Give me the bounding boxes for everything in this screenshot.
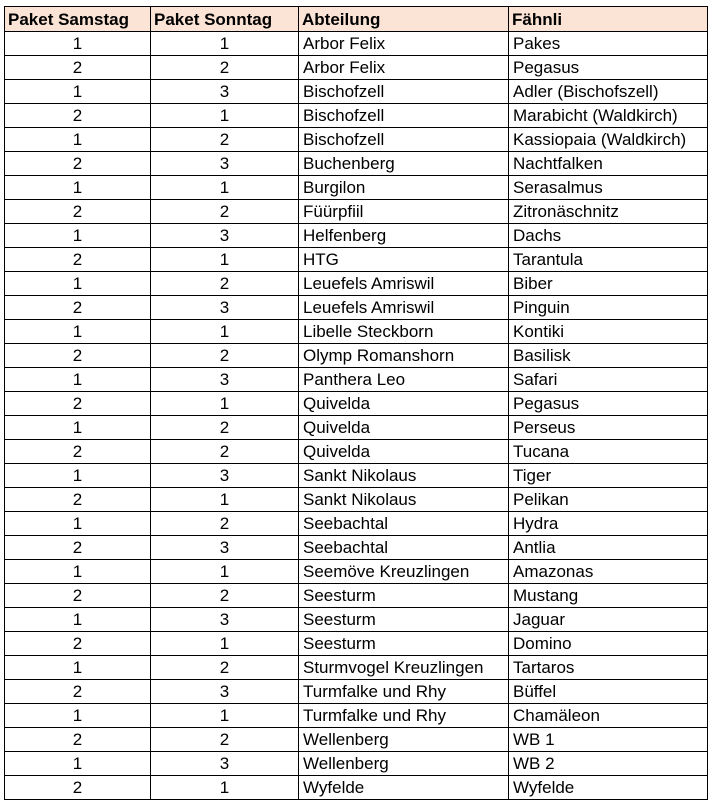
table-row [5, 512, 708, 536]
cell-abteilung: Wellenberg [299, 752, 509, 776]
cell-paket-sonntag: 2 [151, 512, 299, 536]
cell-paket-sonntag: 3 [151, 536, 299, 560]
cell-paket-sonntag: 2 [151, 200, 299, 224]
cell-abteilung: Turmfalke und Rhy [299, 680, 509, 704]
cell-abteilung: Bischofzell [299, 104, 509, 128]
cell-faehnli: Pegasus [509, 56, 708, 80]
cell-abteilung: Sankt Nikolaus [299, 488, 509, 512]
table-row [5, 488, 708, 512]
cell-paket-sonntag: 1 [151, 488, 299, 512]
cell-faehnli: Pakes [509, 32, 708, 56]
table-row [5, 536, 708, 560]
cell-abteilung: Buchenberg [299, 152, 509, 176]
table-row [5, 776, 708, 800]
cell-abteilung: Seebachtal [299, 536, 509, 560]
table-row [5, 704, 708, 728]
cell-abteilung: Turmfalke und Rhy [299, 704, 509, 728]
table-row [5, 104, 708, 128]
cell-abteilung: Arbor Felix [299, 56, 509, 80]
cell-paket-samstag: 1 [5, 32, 151, 56]
cell-faehnli: Jaguar [509, 608, 708, 632]
cell-abteilung: Helfenberg [299, 224, 509, 248]
cell-abteilung: Wyfelde [299, 776, 509, 800]
table-row [5, 344, 708, 368]
cell-paket-samstag: 1 [5, 272, 151, 296]
cell-paket-samstag: 1 [5, 656, 151, 680]
cell-faehnli: Tarantula [509, 248, 708, 272]
paket-table [4, 6, 708, 800]
cell-paket-samstag: 2 [5, 536, 151, 560]
cell-paket-samstag: 1 [5, 512, 151, 536]
cell-paket-samstag: 2 [5, 248, 151, 272]
cell-paket-samstag: 1 [5, 752, 151, 776]
table-row [5, 464, 708, 488]
table-row [5, 560, 708, 584]
cell-paket-samstag: 2 [5, 392, 151, 416]
cell-abteilung: Leuefels Amriswil [299, 272, 509, 296]
cell-faehnli: Adler (Bischofszell) [509, 80, 708, 104]
cell-abteilung: Olymp Romanshorn [299, 344, 509, 368]
cell-faehnli: Pinguin [509, 296, 708, 320]
cell-paket-sonntag: 3 [151, 464, 299, 488]
cell-faehnli: Pegasus [509, 392, 708, 416]
cell-paket-sonntag: 2 [151, 728, 299, 752]
cell-faehnli: Büffel [509, 680, 708, 704]
header-abteilung: Abteilung [299, 7, 509, 32]
cell-paket-samstag: 2 [5, 728, 151, 752]
cell-paket-sonntag: 3 [151, 680, 299, 704]
cell-paket-samstag: 2 [5, 488, 151, 512]
table-row [5, 752, 708, 776]
table-row [5, 440, 708, 464]
cell-faehnli: Mustang [509, 584, 708, 608]
table-row [5, 200, 708, 224]
cell-paket-samstag: 2 [5, 632, 151, 656]
table-header [5, 7, 708, 32]
cell-faehnli: Domino [509, 632, 708, 656]
cell-faehnli: Pelikan [509, 488, 708, 512]
cell-paket-samstag: 1 [5, 224, 151, 248]
table-row [5, 176, 708, 200]
table-row [5, 728, 708, 752]
cell-paket-sonntag: 3 [151, 224, 299, 248]
cell-abteilung: Quivelda [299, 440, 509, 464]
cell-abteilung: Panthera Leo [299, 368, 509, 392]
cell-paket-samstag: 1 [5, 464, 151, 488]
cell-paket-sonntag: 2 [151, 440, 299, 464]
table-row [5, 584, 708, 608]
cell-paket-samstag: 2 [5, 680, 151, 704]
cell-faehnli: Hydra [509, 512, 708, 536]
cell-paket-samstag: 1 [5, 704, 151, 728]
cell-paket-sonntag: 3 [151, 296, 299, 320]
cell-paket-sonntag: 1 [151, 104, 299, 128]
cell-abteilung: Seesturm [299, 632, 509, 656]
cell-faehnli: Perseus [509, 416, 708, 440]
table-row [5, 128, 708, 152]
cell-paket-sonntag: 2 [151, 584, 299, 608]
cell-faehnli: Amazonas [509, 560, 708, 584]
cell-faehnli: Zitronäschnitz [509, 200, 708, 224]
header-paket-samstag: Paket Samstag [5, 7, 151, 32]
cell-abteilung: Seesturm [299, 584, 509, 608]
cell-paket-sonntag: 3 [151, 80, 299, 104]
table-row [5, 248, 708, 272]
header-row [5, 7, 708, 32]
cell-paket-samstag: 2 [5, 152, 151, 176]
cell-abteilung: Bischofzell [299, 128, 509, 152]
cell-paket-samstag: 1 [5, 320, 151, 344]
table-row [5, 32, 708, 56]
cell-abteilung: Sturmvogel Kreuzlingen [299, 656, 509, 680]
table-row [5, 320, 708, 344]
cell-faehnli: Marabicht (Waldkirch) [509, 104, 708, 128]
cell-abteilung: Seemöve Kreuzlingen [299, 560, 509, 584]
cell-abteilung: Seebachtal [299, 512, 509, 536]
cell-faehnli: WB 1 [509, 728, 708, 752]
cell-paket-samstag: 1 [5, 128, 151, 152]
cell-faehnli: Dachs [509, 224, 708, 248]
cell-faehnli: Safari [509, 368, 708, 392]
cell-abteilung: Burgilon [299, 176, 509, 200]
table-body [5, 32, 708, 800]
cell-paket-sonntag: 1 [151, 176, 299, 200]
cell-paket-sonntag: 1 [151, 32, 299, 56]
table-row [5, 80, 708, 104]
table-row [5, 368, 708, 392]
cell-paket-sonntag: 1 [151, 320, 299, 344]
cell-faehnli: Biber [509, 272, 708, 296]
cell-paket-samstag: 2 [5, 584, 151, 608]
cell-paket-samstag: 1 [5, 416, 151, 440]
cell-paket-sonntag: 3 [151, 152, 299, 176]
cell-abteilung: Libelle Steckborn [299, 320, 509, 344]
table-row [5, 392, 708, 416]
table-row [5, 272, 708, 296]
table-row [5, 224, 708, 248]
cell-paket-samstag: 1 [5, 560, 151, 584]
cell-paket-sonntag: 1 [151, 632, 299, 656]
cell-faehnli: Wyfelde [509, 776, 708, 800]
cell-faehnli: Basilisk [509, 344, 708, 368]
cell-abteilung: Seesturm [299, 608, 509, 632]
cell-paket-sonntag: 1 [151, 560, 299, 584]
cell-paket-sonntag: 2 [151, 272, 299, 296]
cell-paket-sonntag: 3 [151, 368, 299, 392]
cell-faehnli: Serasalmus [509, 176, 708, 200]
cell-abteilung: Quivelda [299, 392, 509, 416]
cell-abteilung: Bischofzell [299, 80, 509, 104]
table-row [5, 416, 708, 440]
cell-paket-samstag: 1 [5, 176, 151, 200]
cell-paket-samstag: 1 [5, 368, 151, 392]
cell-paket-sonntag: 1 [151, 704, 299, 728]
cell-abteilung: Arbor Felix [299, 32, 509, 56]
cell-paket-samstag: 2 [5, 344, 151, 368]
cell-faehnli: Tartaros [509, 656, 708, 680]
cell-paket-sonntag: 2 [151, 128, 299, 152]
cell-faehnli: Antlia [509, 536, 708, 560]
cell-paket-sonntag: 1 [151, 248, 299, 272]
header-paket-sonntag: Paket Sonntag [151, 7, 299, 32]
cell-paket-sonntag: 2 [151, 416, 299, 440]
cell-faehnli: Tucana [509, 440, 708, 464]
cell-faehnli: Kontiki [509, 320, 708, 344]
table-row [5, 656, 708, 680]
cell-abteilung: HTG [299, 248, 509, 272]
cell-paket-sonntag: 2 [151, 656, 299, 680]
cell-abteilung: Leuefels Amriswil [299, 296, 509, 320]
cell-paket-sonntag: 3 [151, 752, 299, 776]
cell-paket-samstag: 1 [5, 608, 151, 632]
header-faehnli: Fähnli [509, 7, 708, 32]
cell-faehnli: Tiger [509, 464, 708, 488]
cell-faehnli: WB 2 [509, 752, 708, 776]
cell-paket-sonntag: 2 [151, 344, 299, 368]
cell-paket-samstag: 1 [5, 80, 151, 104]
cell-abteilung: Wellenberg [299, 728, 509, 752]
cell-abteilung: Sankt Nikolaus [299, 464, 509, 488]
cell-faehnli: Kassiopaia (Waldkirch) [509, 128, 708, 152]
cell-paket-sonntag: 1 [151, 392, 299, 416]
table-row [5, 152, 708, 176]
cell-paket-samstag: 2 [5, 296, 151, 320]
cell-paket-sonntag: 2 [151, 56, 299, 80]
cell-abteilung: Quivelda [299, 416, 509, 440]
cell-paket-samstag: 2 [5, 200, 151, 224]
cell-paket-samstag: 2 [5, 776, 151, 800]
table-row [5, 680, 708, 704]
cell-paket-sonntag: 3 [151, 608, 299, 632]
table-row [5, 296, 708, 320]
cell-faehnli: Chamäleon [509, 704, 708, 728]
table-row [5, 632, 708, 656]
cell-abteilung: Füürpfiil [299, 200, 509, 224]
cell-paket-samstag: 2 [5, 104, 151, 128]
cell-paket-samstag: 2 [5, 56, 151, 80]
cell-faehnli: Nachtfalken [509, 152, 708, 176]
cell-paket-sonntag: 1 [151, 776, 299, 800]
table-row [5, 608, 708, 632]
table-row [5, 56, 708, 80]
cell-paket-samstag: 2 [5, 440, 151, 464]
